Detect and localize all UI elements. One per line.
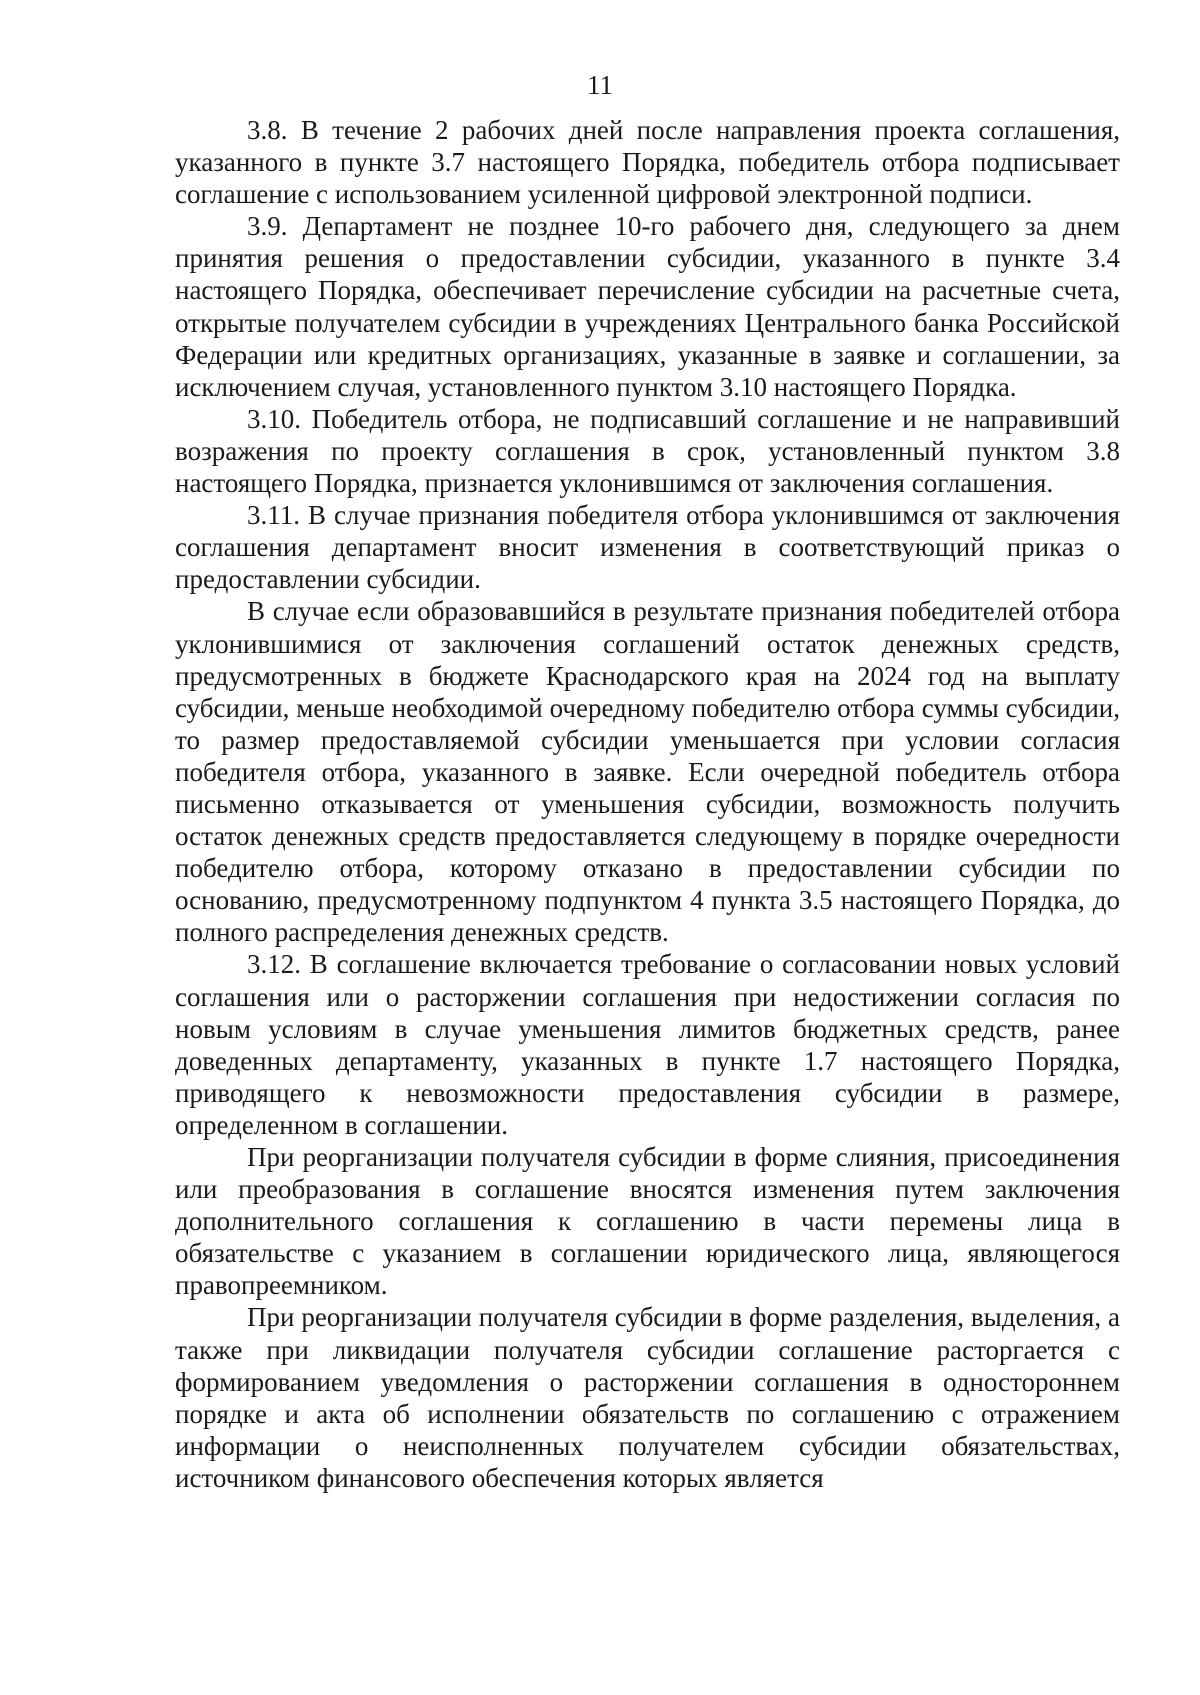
page-number: 11 bbox=[587, 70, 613, 100]
paragraph-reorganization-merger: При реорганизации получателя субсидии в форме слияния, присоединения или преобразования в соглашение вносятся изменения путем заключения дополнительного соглашения к соглашению в части перемены лица в обязательстве с указанием в соглашении юридического лица, являющегося правопреемником. bbox=[175, 1142, 1120, 1301]
document-body bbox=[175, 114, 1120, 1494]
paragraph-3-11-continued: В случае если образовавшийся в результате признания победителей отбора уклонившимися от заключения соглашений остаток денежных средств, предусмотренных в бюджете Краснодарского края на 2024 год на выплату субсидии, меньше необходимой очередному победителю отбора суммы субсидии, то размер предоставляемой субсидии уменьшается при условии согласия победителя отбора, указанного в заявке. Если очередной победитель отбора письменно отказывается от уменьшения субсидии, возможность получить остаток денежных средств предоставляется следующему в порядке очередности победителю отбора, которому отказано в предоставлении субсидии по основанию, предусмотренному подпунктом 4 пункта 3.5 настоящего Порядка, до полного распределения денежных средств. bbox=[175, 596, 1120, 948]
paragraph-3-12: 3.12. В соглашение включается требование о согласовании новых условий соглашения или о расторжении соглашения при недостижении согласия по новым условиям в случае уменьшения лимитов бюджетных средств, ранее доведенных департаменту, указанных в пункте 1.7 настоящего Порядка, приводящего к невозможности предоставления субсидии в размере, определенном в соглашении. bbox=[175, 949, 1120, 1140]
paragraph-3-9: 3.9. Департамент не позднее 10-го рабочего дня, следующего за днем принятия решения о предоставлении субсидии, указанного в пункте 3.4 настоящего Порядка, обеспечивает перечисление субсидии на расчетные счета, открытые получателем субсидии в учреждениях Центрального банка Российской Федерации или кредитных организациях, указанные в заявке и соглашении, за исключением случая, установленного пунктом 3.10 настоящего Порядка. bbox=[175, 211, 1120, 402]
paragraph-3-11: 3.11. В случае признания победителя отбора уклонившимся от заключения соглашения департамент вносит изменения в соответствующий приказ о предоставлении субсидии. bbox=[175, 500, 1120, 595]
paragraph-3-8: 3.8. В течение 2 рабочих дней после направления проекта соглашения, указанного в пункте 3.7 настоящего Порядка, победитель отбора подписывает соглашение с использованием усиленной цифровой электронной подписи. bbox=[175, 115, 1120, 210]
paragraph-reorganization-division: При реорганизации получателя субсидии в форме разделения, выделения, а также при ликвидации получателя субсидии соглашение расторгается с формированием уведомления о расторжении соглашения в одностороннем порядке и акта об исполнении обязательств по соглашению с отражением информации о неисполненных получателем субсидии обязательствах, источником финансового обеспечения которых является bbox=[175, 1302, 1120, 1493]
paragraph-3-10: 3.10. Победитель отбора, не подписавший соглашение и не направивший возражения по проекту соглашения в срок, установленный пунктом 3.8 настоящего Порядка, признается уклонившимся от заключения соглашения. bbox=[175, 403, 1120, 499]
